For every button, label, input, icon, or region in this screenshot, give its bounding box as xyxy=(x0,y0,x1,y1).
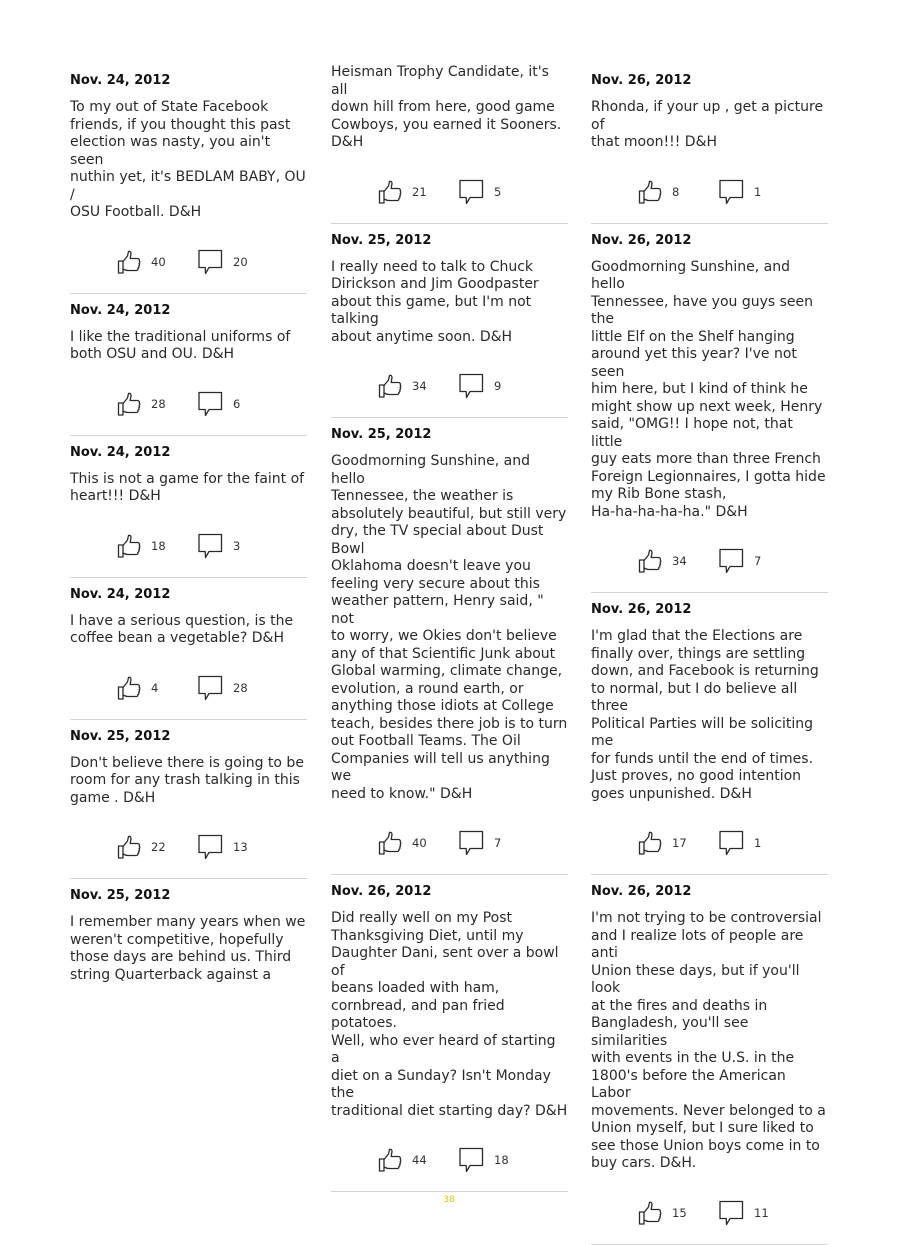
like-count: 17 xyxy=(672,836,687,850)
comment-count: 13 xyxy=(233,840,248,854)
speech-bubble-icon xyxy=(458,829,485,857)
post xyxy=(591,593,828,875)
speech-bubble-icon xyxy=(197,674,224,702)
post-text: Don't believe there is going to be room for any trash talking in this game . D&H xyxy=(70,754,304,806)
like-count: 22 xyxy=(151,840,166,854)
comment-button[interactable] xyxy=(458,372,522,400)
comment-count: 6 xyxy=(233,396,241,411)
post-stats xyxy=(70,388,307,420)
post-stats xyxy=(591,827,828,859)
post-date: Nov. 24, 2012 xyxy=(70,73,171,88)
comment-count: 9 xyxy=(494,379,502,393)
thumbs-up-icon xyxy=(116,533,142,559)
comment-count: 18 xyxy=(494,1153,509,1167)
post-text: Rhonda, if your up , get a picture of that moon!!! D&H xyxy=(591,99,824,150)
like-count: 34 xyxy=(412,379,427,393)
comment-count: 11 xyxy=(754,1205,769,1220)
speech-bubble-icon xyxy=(718,547,745,575)
post-stats xyxy=(70,246,307,278)
comment-count: 28 xyxy=(233,680,248,695)
like-button[interactable] xyxy=(637,179,700,205)
like-count: 44 xyxy=(412,1153,427,1167)
speech-bubble-icon xyxy=(197,833,224,861)
like-count: 15 xyxy=(672,1205,687,1220)
thumbs-up-icon xyxy=(637,179,663,205)
like-count: 4 xyxy=(151,680,159,695)
thumbs-up-icon xyxy=(637,548,663,574)
speech-bubble-icon xyxy=(458,372,485,400)
thumbs-up-icon xyxy=(116,249,142,275)
post-date: Nov. 24, 2012 xyxy=(70,302,171,318)
post xyxy=(591,64,828,224)
like-count: 8 xyxy=(672,184,680,199)
post-text: Goodmorning Sunshine, and hello Tennessee, the weather is absolutely beautiful, but still very dry, the TV special about Dust Bowl Oklahoma doesn't leave you feeling very secure about this weather pattern, Henry said, " not to worry, we Okies don't believe any of that Scientific Junk about Global warming, climate change, evolution, a round earth, or anything those idiots at College teach, besides there job is to turn out Football Teams. The Oil Companies will tell us anything we need to know." D&H xyxy=(331,453,568,802)
like-button[interactable] xyxy=(377,373,440,399)
like-button[interactable] xyxy=(637,830,700,856)
comment-button[interactable] xyxy=(718,547,782,575)
post-stats xyxy=(331,827,568,859)
post-stats xyxy=(70,831,307,863)
speech-bubble-icon xyxy=(718,829,745,857)
thumbs-up-icon xyxy=(377,179,403,205)
like-button[interactable] xyxy=(116,533,179,559)
post-column-right xyxy=(591,64,828,1245)
post-date: Nov. 26, 2012 xyxy=(591,884,692,899)
post-date: Nov. 25, 2012 xyxy=(331,232,432,248)
comment-button[interactable] xyxy=(197,532,261,560)
thumbs-up-icon xyxy=(116,675,142,701)
post xyxy=(70,578,307,720)
post xyxy=(70,64,307,294)
like-button[interactable] xyxy=(377,1147,440,1173)
speech-bubble-icon xyxy=(197,248,224,276)
comment-button[interactable] xyxy=(718,829,782,857)
speech-bubble-icon xyxy=(458,1146,485,1174)
post-text: Heisman Trophy Candidate, it's all down hill from here, good game Cowboys, you earned it Sooners. D&H xyxy=(331,64,562,150)
comment-button[interactable] xyxy=(197,674,261,702)
post-text: I like the traditional uniforms of both OSU and OU. D&H xyxy=(70,328,291,362)
post xyxy=(331,418,568,875)
post-date: Nov. 25, 2012 xyxy=(331,427,432,442)
comment-button[interactable] xyxy=(718,178,782,206)
post-text: I'm not trying to be controversial and I realize lots of people are anti Union these days, but if you'll look at the fires and deaths in Bangladesh, you'll see similarities with events in the U.S. in the 1800's before the American Labor movements. Never belonged to a Union myself, but I sure liked to see those Union boys come in to buy cars. D&H. xyxy=(591,910,826,1171)
post xyxy=(331,64,568,224)
comment-button[interactable] xyxy=(458,829,522,857)
comment-count: 1 xyxy=(754,836,762,850)
post-text: Goodmorning Sunshine, and hello Tennessee, have you guys seen the little Elf on the Shelf hanging around yet this year? I've not seen him here, but I kind of think he might show up next week, Henry said, "OMG!! I hope not, that little guy eats more than three French Foreign Legionnaires, I gotta hide my Rib Bone stash, Ha-ha-ha-ha-ha." D&H xyxy=(591,258,826,520)
thumbs-up-icon xyxy=(377,373,403,399)
thumbs-up-icon xyxy=(116,391,142,417)
post xyxy=(331,224,568,419)
post-stats xyxy=(331,1144,568,1176)
like-count: 18 xyxy=(151,538,166,553)
speech-bubble-icon xyxy=(197,390,224,418)
speech-bubble-icon xyxy=(197,532,224,560)
post xyxy=(70,720,307,880)
comment-count: 3 xyxy=(233,538,241,553)
like-count: 21 xyxy=(412,184,427,199)
post-date: Nov. 24, 2012 xyxy=(70,586,171,602)
thumbs-up-icon xyxy=(637,830,663,856)
speech-bubble-icon xyxy=(458,178,485,206)
comment-button[interactable] xyxy=(458,178,522,206)
post-date: Nov. 26, 2012 xyxy=(591,232,692,248)
like-count: 34 xyxy=(672,554,687,568)
comment-button[interactable] xyxy=(458,1146,522,1174)
post-date: Nov. 26, 2012 xyxy=(331,884,432,899)
like-button[interactable] xyxy=(377,179,440,205)
post xyxy=(70,436,307,578)
post-text: I have a serious question, is the coffee bean a vegetable? D&H xyxy=(70,612,294,646)
comment-button[interactable] xyxy=(197,248,261,276)
thumbs-up-icon xyxy=(377,1147,403,1173)
post-stats xyxy=(591,176,828,208)
like-button[interactable] xyxy=(116,834,179,860)
post xyxy=(70,294,307,436)
post-date: Nov. 26, 2012 xyxy=(591,73,692,88)
like-button[interactable] xyxy=(637,548,700,574)
post-column-left xyxy=(70,64,307,984)
post-date: Nov. 25, 2012 xyxy=(70,728,171,744)
post-stats xyxy=(591,545,828,577)
comment-button[interactable] xyxy=(197,833,261,861)
comment-button[interactable] xyxy=(197,390,261,418)
post-text: Did really well on my Post Thanksgiving Diet, until my Daughter Dani, sent over a bowl of beans loaded with ham, cornbread, and pan fried potatoes. Well, who ever heard of starting a diet on a Sunday? Isn't Monday the traditional diet starting day? D&H xyxy=(331,910,568,1119)
comment-count: 5 xyxy=(494,184,502,199)
post-stats xyxy=(331,176,568,208)
post-text: This is not a game for the faint of heart!!! D&H xyxy=(70,470,305,504)
post-stats xyxy=(70,672,307,704)
page-number: 38 xyxy=(443,1195,455,1205)
post-stats xyxy=(331,370,568,402)
post-text: I really need to talk to Chuck Dirickson and Jim Goodpaster about this game, but I'm not talking about anytime soon. D&H xyxy=(331,258,539,345)
post xyxy=(591,875,828,1245)
post xyxy=(331,875,568,1192)
post-text: I'm glad that the Elections are finally over, things are settling down, and Facebook is returning to normal, but I do believe all three Political Parties will be soliciting me for funds until the end of times. Just proves, no good intention goes unpunished. D&H xyxy=(591,628,819,802)
comment-count: 20 xyxy=(233,254,248,269)
comment-count: 7 xyxy=(754,554,762,568)
like-count: 40 xyxy=(151,254,166,269)
comment-count: 7 xyxy=(494,836,502,850)
like-button[interactable] xyxy=(116,391,179,417)
post xyxy=(70,879,307,984)
like-button[interactable] xyxy=(116,675,179,701)
like-count: 28 xyxy=(151,396,166,411)
post-column-middle xyxy=(331,64,568,1192)
post-date: Nov. 24, 2012 xyxy=(70,444,171,460)
post-stats xyxy=(70,530,307,562)
thumbs-up-icon xyxy=(377,830,403,856)
comment-count: 1 xyxy=(754,184,762,199)
like-count: 40 xyxy=(412,836,427,850)
like-button[interactable] xyxy=(377,830,440,856)
speech-bubble-icon xyxy=(718,178,745,206)
post xyxy=(591,224,828,594)
post-date: Nov. 26, 2012 xyxy=(591,602,692,617)
like-button[interactable] xyxy=(116,249,179,275)
post-text: I remember many years when we weren't competitive, hopefully those days are behind us. Third string Quarterback against a xyxy=(70,914,306,983)
thumbs-up-icon xyxy=(116,834,142,860)
post-date: Nov. 25, 2012 xyxy=(70,888,171,903)
post-text: To my out of State Facebook friends, if you thought this past election was nasty, you ain't seen nuthin yet, it's BEDLAM BABY, OU / OSU Football. D&H xyxy=(70,99,306,220)
